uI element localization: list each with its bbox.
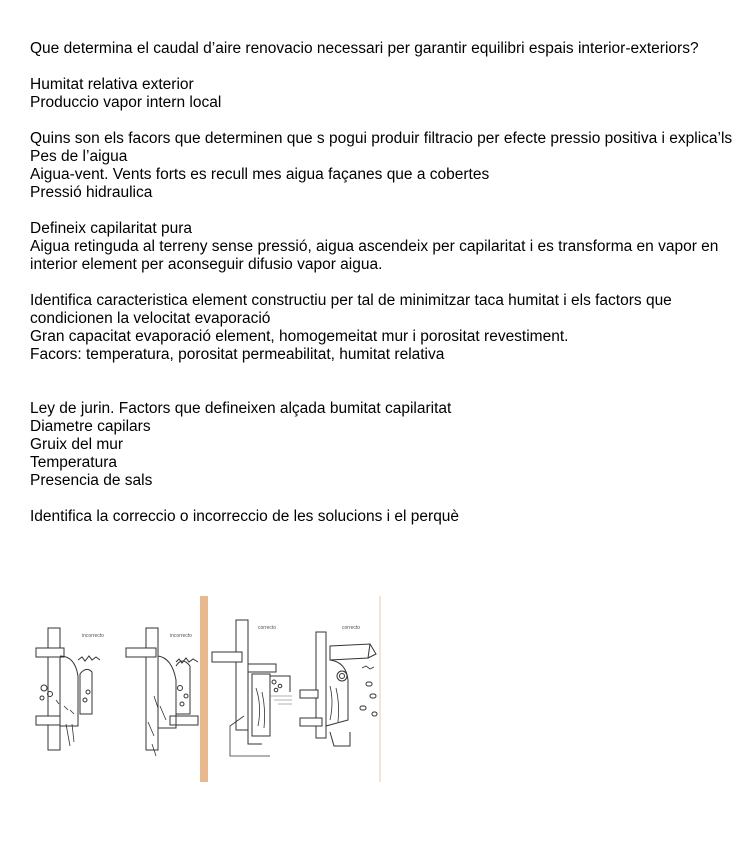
answer-3: Aigua retinguda al terreny sense pressió, aigua ascendeix per capilaritat i es transforma en vapor en interior element per aconseguir difusio vapor aigua. [30, 238, 719, 273]
panel-2-label: incorrecto [170, 633, 192, 639]
panel-1-label: incorrecto [82, 633, 104, 639]
question-6: Identifica la correccio o incorreccio de les solucions i el perquè [30, 508, 460, 525]
answer-5d: Presencia de sals [30, 472, 153, 489]
answer-5a: Diametre capilars [30, 418, 151, 435]
answer-5b: Gruix del mur [30, 436, 124, 453]
answer-4a: Gran capacitat evaporació element, homogemeitat mur i porositat revestiment. [30, 328, 569, 345]
panel-4-label: correcto [342, 625, 361, 631]
question-5: Ley de jurin. Factors que defineixen alçada bumitat capilaritat [30, 400, 452, 417]
question-2: Quins son els facors que determinen que s pogui produir filtracio per efecte pressio positiva i explica’ls [30, 130, 733, 147]
panel-3-label: correcto [258, 625, 277, 631]
question-1: Que determina el caudal d’aire renovacio necessari per garantir equilibri espais interior-exteriors? [30, 40, 699, 57]
document-body [30, 40, 746, 526]
answer-1b: Produccio vapor intern local [30, 94, 222, 111]
question-4: Identifica caracteristica element constructiu per tal de minimitzar taca humitat i els factors que condicionen la velocitat evaporació [30, 292, 672, 327]
answer-2a: Pes de l’aigua [30, 148, 128, 165]
question-3: Defineix capilaritat pura [30, 220, 192, 237]
answer-1a: Humitat relativa exterior [30, 76, 194, 93]
wall-diagram-svg [30, 596, 382, 782]
answer-5c: Temperatura [30, 454, 118, 471]
answer-2b: Aigua-vent. Vents forts es recull mes aigua façanes que a cobertes [30, 166, 490, 183]
wall-solutions-figure [30, 596, 382, 782]
answer-4b: Facors: temperatura, porositat permeabilitat, humitat relativa [30, 346, 445, 363]
figure-divider [200, 596, 208, 782]
answer-2c: Pressió hidraulica [30, 184, 153, 201]
